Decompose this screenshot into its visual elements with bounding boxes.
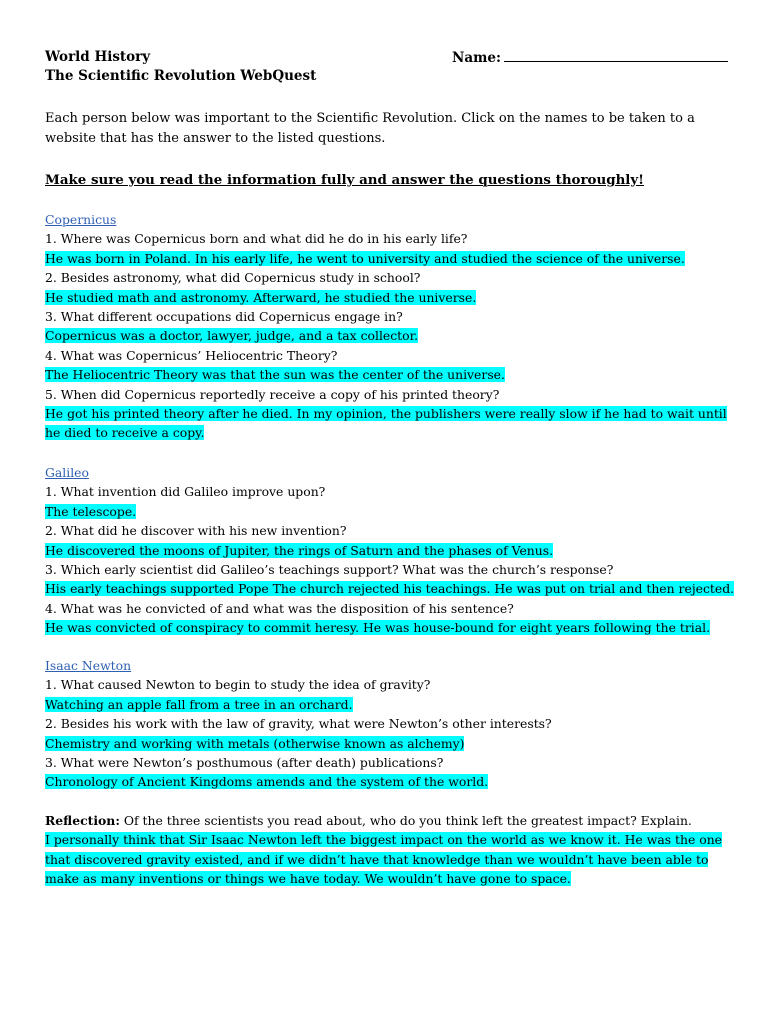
copernicus-link[interactable]: Copernicus	[45, 212, 117, 227]
course-title: World History	[45, 49, 151, 65]
question: 5. When did Copernicus reportedly receive a copy of his printed theory?	[45, 386, 500, 402]
name-label: Name:	[452, 50, 501, 66]
isaac-newton-link[interactable]: Isaac Newton	[45, 658, 132, 673]
question: 1. Where was Copernicus born and what did he do in his early life?	[45, 231, 468, 247]
answer-highlight: The Heliocentric Theory was that the sun was the center of the universe.	[45, 367, 505, 383]
galileo-link[interactable]: Galileo	[45, 465, 89, 480]
question: 3. What different occupations did Copernicus engage in?	[45, 309, 403, 325]
question: 2. Besides his work with the law of gravity, what were Newton’s other interests?	[45, 716, 552, 732]
answer-highlight: Chronology of Ancient Kingdoms amends and the system of the world.	[45, 774, 489, 790]
answer-highlight: Chemistry and working with metals (otherwise known as alchemy)	[45, 735, 465, 751]
reflection-question	[45, 811, 735, 830]
question: 2. Besides astronomy, what did Copernicus study in school?	[45, 270, 421, 286]
section-isaac-newton	[45, 656, 735, 792]
answer-highlight: He was convicted of conspiracy to commit heresy. He was house-bound for eight years following the trial.	[45, 620, 711, 636]
question: 1. What invention did Galileo improve upon?	[45, 484, 326, 500]
reflection-answer-highlight: I personally think that Sir Isaac Newton left the biggest impact on the world as we know it. He was the one that discovered gravity existed, and if we didn’t have that knowledge than we wouldn’t have been able to make as many inventions or things we have today. We wouldn’t have gone to space.	[45, 832, 723, 887]
answer-highlight: Watching an apple fall from a tree in an orchard.	[45, 696, 353, 712]
section-galileo	[45, 463, 735, 638]
question: 3. Which early scientist did Galileo’s teachings support? What was the church’s response?	[45, 562, 614, 578]
reflection-prompt: Of the three scientists you read about, who do you think left the greatest impact? Explain.	[119, 813, 692, 828]
answer-highlight: His early teachings supported Pope The church rejected his teachings. He was put on trial and then rejected.	[45, 581, 735, 597]
name-field	[452, 48, 728, 68]
answer-highlight: He was born in Poland. In his early life, he went to university and studied the science of the universe.	[45, 250, 685, 266]
emphasis-instruction: Make sure you read the information fully and answer the questions thoroughly!	[45, 172, 645, 188]
answer-highlight: The telescope.	[45, 503, 137, 519]
answer-highlight: Copernicus was a doctor, lawyer, judge, and a tax collector.	[45, 328, 419, 344]
question: 2. What did he discover with his new invention?	[45, 523, 347, 539]
question: 4. What was he convicted of and what was the disposition of his sentence?	[45, 600, 514, 616]
name-blank-line	[504, 48, 728, 62]
answer-highlight: He studied math and astronomy. Afterward, he studied the universe.	[45, 289, 477, 305]
question: 4. What was Copernicus’ Heliocentric Theory?	[45, 347, 338, 363]
question: 3. What were Newton’s posthumous (after death) publications?	[45, 755, 444, 771]
section-reflection	[45, 811, 735, 889]
question: 1. What caused Newton to begin to study the idea of gravity?	[45, 677, 431, 693]
answer-highlight: He discovered the moons of Jupiter, the rings of Saturn and the phases of Venus.	[45, 542, 554, 558]
answer-highlight: He got his printed theory after he died. In my opinion, the publishers were really slow if he had to wait until he died to receive a copy.	[45, 406, 727, 441]
section-copernicus	[45, 210, 735, 443]
intro-text: Each person below was important to the Scientific Revolution. Click on the names to be taken to a website that has the answer to the listed questions.	[45, 111, 695, 146]
reflection-label: Reflection:	[45, 813, 120, 828]
webquest-title: The Scientific Revolution WebQuest	[45, 68, 317, 84]
